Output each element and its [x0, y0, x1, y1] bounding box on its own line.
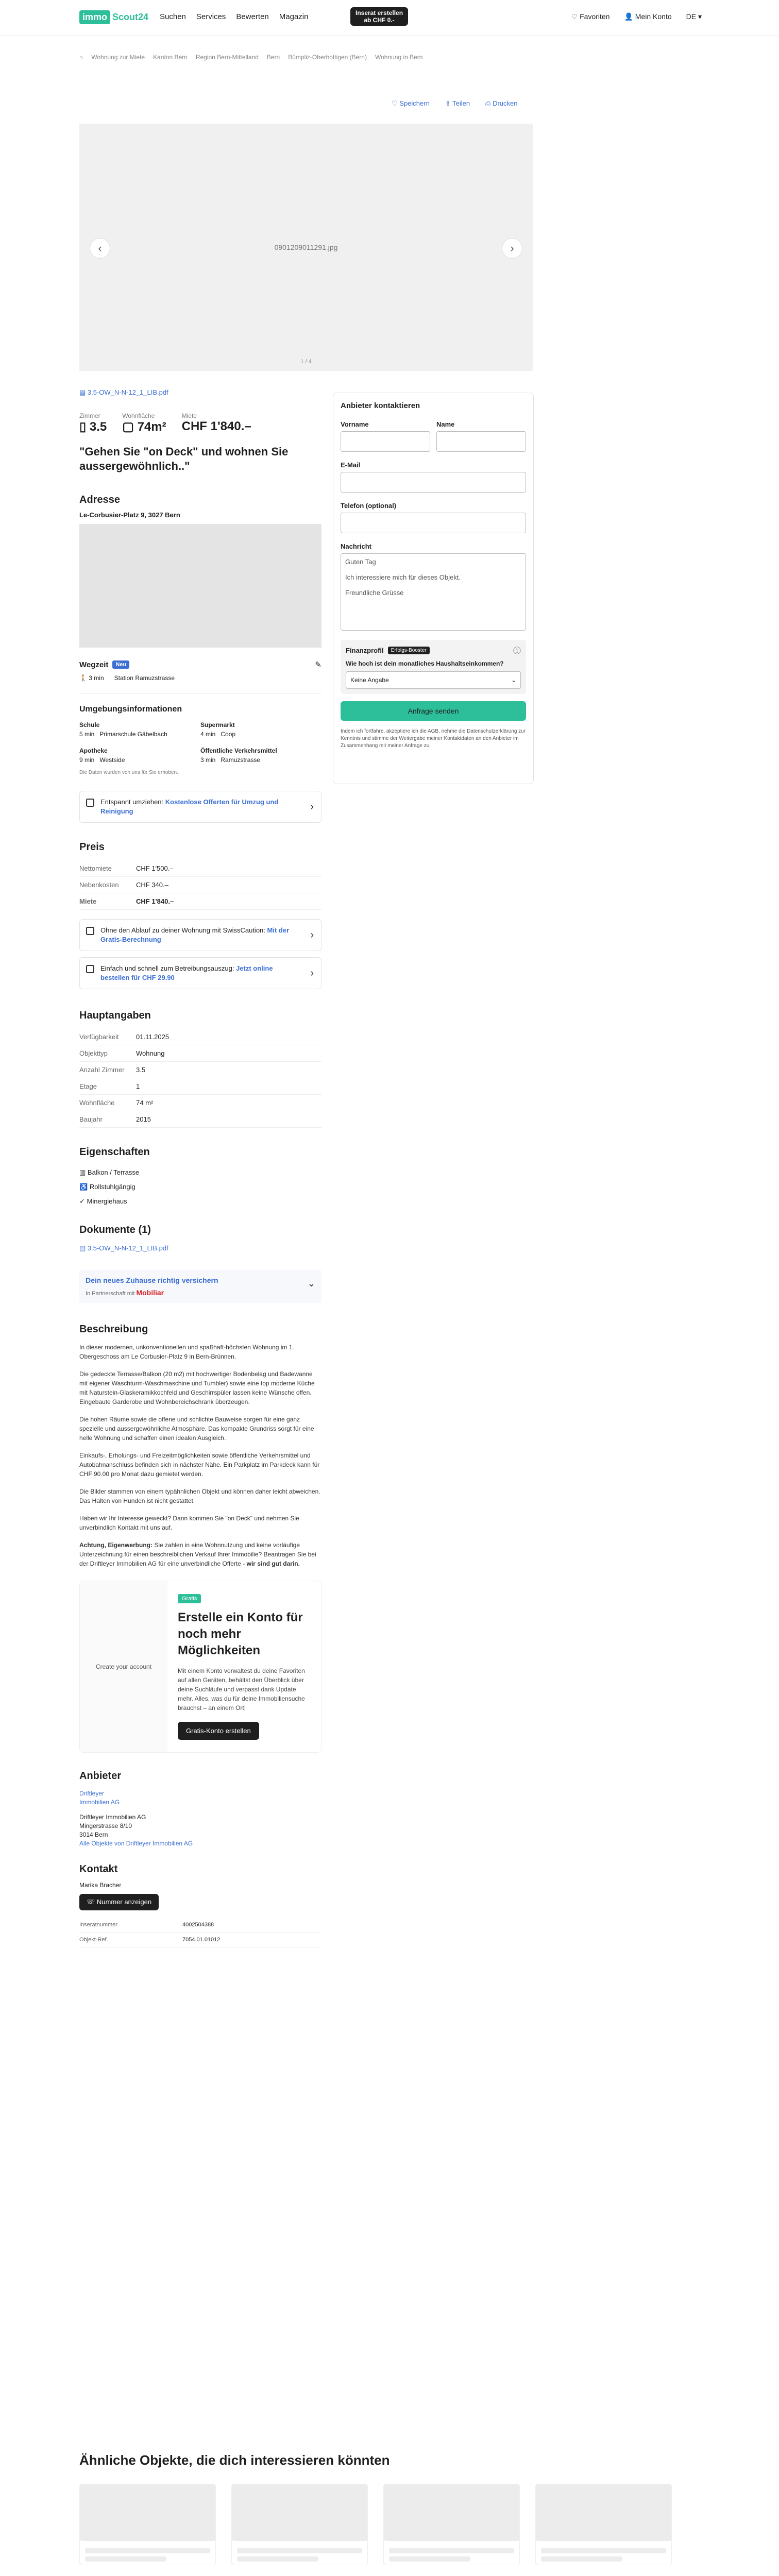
create-listing-button[interactable]: Inserat erstellen ab CHF 0.- [350, 7, 408, 26]
commute-row: 🚶 3 min Station Ramuzstrasse [79, 674, 175, 682]
contact-title: Kontakt [79, 1863, 118, 1875]
list-item: ▥ Balkon / Terrasse [79, 1168, 140, 1176]
balcony-icon: ▥ [79, 1168, 88, 1176]
insurance-box[interactable]: Dein neues Zuhause richtig versichern In Partnerschaft mit Mobiliar ⌄ [79, 1270, 321, 1303]
chevron-down-icon: ⌄ [511, 676, 516, 684]
main-info-table: Verfügbarkeit 01.11.2025 Objekttyp Wohnung Anzahl Zimmer 3.5 Etage 1 Wohnfläche 74 m² Baujahr 2015 [79, 1029, 321, 1128]
main-nav [160, 12, 308, 21]
chevron-right-icon: › [510, 242, 514, 255]
provider-info: Driftleyer Immobilien AG Driftleyer Immobilien AG Mingerstrasse 8/10 3014 Bern Alle Objekte von Driftleyer Immobilien AG [79, 1789, 321, 1848]
document-link[interactable]: ▤ 3.5-OW_N-N-12_1_LIB.pdf [79, 1244, 168, 1252]
breadcrumb-current: Wohnung in Bern [375, 54, 423, 61]
address-title: Adresse [79, 494, 120, 505]
features-title: Eigenschaften [79, 1146, 150, 1158]
printer-icon: ⎙ [485, 99, 493, 107]
breadcrumb [79, 54, 422, 61]
chevron-right-icon: › [310, 929, 314, 941]
truck-icon [86, 799, 94, 807]
image-counter: 1 / 4 [300, 359, 312, 365]
area-icon: ▢ [122, 420, 138, 434]
shield-icon [86, 927, 94, 935]
phone-field[interactable] [341, 513, 526, 533]
similar-title: Ähnliche Objekte, die dich interessieren könnten [79, 2452, 390, 2468]
user-menu [571, 12, 702, 21]
account-link[interactable]: 👤 Mein Konto [624, 12, 672, 21]
provider-name[interactable]: Driftleyer Immobilien AG [79, 1790, 120, 1806]
image-filename: 0901209011291.jpg [274, 243, 338, 251]
chevron-left-icon: ‹ [98, 242, 102, 255]
price-title: Preis [79, 841, 105, 853]
breadcrumb-item[interactable]: Wohnung zur Miete [91, 54, 145, 61]
wheelchair-icon: ♿ [79, 1183, 90, 1191]
surroundings-grid: Schule 5 min Primarschule Gäbelbach Supermarkt 4 min Coop Apotheke 9 min Westside Öffentliche Verkehrsmittel 3 min Ramuzstrasse [79, 721, 277, 764]
listing-headline: "Gehen Sie "on Deck" und wohnen Sie aussergewöhnlich.." [79, 445, 289, 472]
image-gallery[interactable] [79, 124, 533, 371]
share-icon: ⇪ [445, 99, 453, 107]
door-icon: ▯ [79, 420, 90, 434]
home-icon[interactable]: ⌂ [79, 54, 83, 61]
list-item: ♿ Rollstuhlgängig [79, 1183, 136, 1191]
new-badge: Neu [112, 660, 129, 669]
free-badge: Gratis [178, 1594, 201, 1603]
chevron-right-icon: › [310, 801, 314, 812]
income-select[interactable]: Keine Angabe ⌄ [346, 671, 521, 689]
account-promo: Create your account Gratis Erstelle ein Konto für noch mehr Möglichkeiten Mit einem Konto verwaltest du deine Favoriten auf allen Geräten, behältst den Überblick über deine Suchläufe und verpasst dank Update mehr. Alles, was du für deine Immobiliensuche brauchst – an einem Ort! Gratis-Konto erstellen [79, 1581, 321, 1753]
heart-icon: ♡ [392, 99, 400, 107]
leaf-icon: ✓ [79, 1197, 87, 1205]
description-text: In dieser modernen, unkonventionellen und spaßhaft-höchsten Wohnung im 1. Obergeschoss am Le Corbusier-Platz 9 in Bern-Brünnen. Die gedeckte Terrasse/Balkon (20 m2) mit hochwertiger Bodenbelag und Badewanne mit eigener Waschturm-Waschmaschine und Tumbler) sowie eine top moderne Küche mit Naturstein-Glaskeramikkochfeld und Geschirrspüler lassen keine Wünsche offen. Eingebaute Garderobe und Wohnbereichschrank überzeugen. Die hohen Räume sowie die offene und schlichte Bauweise sorgen für eine ganz spezielle und aussergewöhnliche Atmosphäre. Das kompakte Grundriss sorgt für eine helle Wohnung und schaffen einen idealen Ausgleich. Einkaufs-, Erholungs- und Freizeitmöglichkeiten sowie öffentliche Verkehrsmittel und Autobahnanschluss befinden sich in nächster Nähe. Ein Parkplatz im Parkdeck kann für CHF 90.00 pro Monat dazu gemietet werden. Die Bilder stammen von einem typähnlichen Objekt und können daher leicht abweichen. Das Halten von Hunden ist nicht gestattet. Haben wir Ihr Interesse geweckt? Dann kommen Sie "on Deck" und nehmen Sie unverbindlich Kontakt mit uns auf. Achtung, Eigenwerbung: Sie zahlen in eine Wohnnutzung und keine vorläufige Unterzeichnung für einen beschreiblichen Verkauf Ihrer Immobilie? Beantragen Sie bei der Driftleyer Immobilien AG für eine unverbindliche Offerte - wir sind gut darin. [79, 1344, 320, 1567]
info-icon[interactable]: ⓘ [513, 647, 521, 655]
finance-profile: Finanzprofil Erfolgs-Booster ⓘ Wie hoch ist dein monatliches Haushaltseinkommen? Keine Angabe ⌄ [341, 640, 526, 694]
gallery-prev-button[interactable] [90, 238, 110, 259]
first-name-input[interactable] [341, 431, 430, 452]
map-placeholder[interactable] [79, 524, 321, 648]
phone-icon: ☏ [87, 1898, 97, 1906]
email-field[interactable] [341, 472, 526, 493]
language-select[interactable]: DE ▾ [686, 12, 702, 21]
listing-actions [392, 99, 518, 108]
similar-card[interactable] [383, 2484, 520, 2565]
document-icon: ▤ [79, 388, 88, 396]
show-number-button[interactable]: ☏ Nummer anzeigen [79, 1894, 159, 1910]
nav-services[interactable]: Services [196, 12, 226, 21]
share-button[interactable]: ⇪ Teilen [445, 99, 470, 107]
print-button[interactable]: ⎙ Drucken [485, 99, 518, 107]
message-textarea[interactable]: Guten Tag Ich interessiere mich für dieses Objekt. Freundliche Grüsse [341, 553, 526, 631]
main-info-title: Hauptangaben [79, 1010, 151, 1021]
breadcrumb-item[interactable]: Bümpliz-Oberbottigen (Bern) [288, 54, 367, 61]
chevron-right-icon: › [310, 968, 314, 979]
pdf-link[interactable]: ▤ 3.5-OW_N-N-12_1_LIB.pdf [79, 388, 168, 396]
provider-all-listings-link[interactable]: Alle Objekte von Driftleyer Immobilien AG [79, 1840, 193, 1847]
documents-title: Dokumente (1) [79, 1224, 151, 1235]
mobiliar-logo: Mobiliar [136, 1289, 164, 1297]
contact-table: Inseratnummer 4002504388 Objekt-Ref. 7054.01.01012 [79, 1918, 321, 1947]
similar-card[interactable] [79, 2484, 216, 2565]
gallery-next-button[interactable] [502, 238, 522, 259]
swisscaution-box[interactable]: Ohne den Ablauf zu deiner Wohnung mit SwissCaution: Mit der Gratis-Berechnung › [79, 919, 321, 951]
similar-cards [79, 2484, 698, 2565]
nav-search[interactable]: Suchen [160, 12, 186, 21]
nav-evaluate[interactable]: Bewerten [236, 12, 269, 21]
logo[interactable]: immo Scout24 [79, 10, 148, 24]
chevron-down-icon: ⌄ [307, 1278, 315, 1289]
create-account-button[interactable]: Gratis-Konto erstellen [178, 1722, 259, 1740]
document-icon: ▤ [79, 1244, 88, 1252]
heart-icon: ♡ [571, 12, 580, 21]
walk-icon: 🚶 3 min [79, 674, 104, 682]
price-table: Nettomiete CHF 1'500.– Nebenkosten CHF 340.– Miete CHF 1'840.– [79, 860, 321, 910]
breadcrumb-item[interactable]: Region Bern-Mittelland [195, 54, 259, 61]
moving-offer-box[interactable]: Entspannt umziehen: Kostenlose Offerten für Umzug und Reinigung › [79, 791, 321, 823]
save-button[interactable]: ♡ Speichern [392, 99, 430, 107]
nav-magazine[interactable]: Magazin [279, 12, 309, 21]
edit-icon[interactable]: ✎ [315, 660, 321, 669]
last-name-input[interactable] [436, 431, 526, 452]
breadcrumb-item[interactable]: Bern [266, 54, 280, 61]
document-icon [86, 965, 94, 973]
contact-form: Anbieter kontaktieren Vorname Name E-Mail Telefon (optional) Nachricht Guten Tag Ich interessiere mich für dieses Objekt. Freundliche Grüsse Finanzprofil Erfolgs-Booster ⓘ Wie hoch ist dein monatliches Haushaltseinkommen? Keine Angabe ⌄ Anfrage senden Indem ich fortfahre, akzeptiere ich die AGB, nehme die Datenschutzerklärung zur Kenntnis und stimme der Weitergabe meiner Kontaktdaten an den Anbieter im Zusammenhang mit meiner Anfrage zu. [333, 393, 534, 784]
surroundings-title: Umgebungsinformationen [79, 705, 182, 714]
similar-card[interactable] [231, 2484, 368, 2565]
provider-title: Anbieter [79, 1770, 122, 1782]
similar-card[interactable] [535, 2484, 672, 2565]
user-icon: 👤 [624, 12, 635, 21]
breadcrumb-item[interactable]: Kanton Bern [153, 54, 188, 61]
features-list [79, 1165, 321, 1209]
top-bar [0, 0, 779, 36]
description-title: Beschreibung [79, 1324, 148, 1335]
list-item: ✓ Minergiehaus [79, 1197, 127, 1205]
favorites-link[interactable]: ♡ Favoriten [571, 12, 610, 21]
key-facts: Zimmer ▯ 3.5 Wohnfläche ▢ 74m² Miete CHF 1'840.– [79, 412, 251, 434]
submit-inquiry-button[interactable]: Anfrage senden [341, 701, 526, 721]
address-line: Le-Corbusier-Platz 9, 3027 Bern [79, 511, 180, 519]
similar-section [79, 2452, 698, 2565]
debt-record-box[interactable]: Einfach und schnell zum Betreibungsauszug: Jetzt online bestellen für CHF 29.90 › [79, 957, 321, 989]
main-content: ▤ 3.5-OW_N-N-12_1_LIB.pdf Zimmer ▯ 3.5 Wohnfläche ▢ 74m² Miete CHF 1'840.– "Gehen Sie "on Deck" und wohnen Sie aussergewöhnlich.." Adresse Le-Corbusier-Platz 9, 3027 Bern Wegzeit Neu ✎ 🚶 3 min Station Ramuzstrasse Umgebungsinformationen Schule 5 min Primarschule Gäbelbach Supermarkt 4 min Coop Apotheke 9 min Westside Öffentliche Verkehrsmittel 3 min Ramuzstrasse Die Daten wurden von uns für Sie erhoben. Entspannt umziehen: Kostenlose Offerten für Umzug und Reinigung › Preis Nettomiete CHF 1'500.– Nebenkosten CHF 340.– Miete CHF 1'840.– Ohne den Ablauf zu deiner Wohnung mit SwissCaution: Mit der Gratis-Berechnung › Einfach und schnell zum Betreibungsauszug: Jetzt online bestellen für CHF 29.90 › Hauptangaben Verfügbarkeit 01.11.2025 Objekttyp Wohnung Anzahl Zimmer 3.5 Etage 1 Wohnfläche 74 m² Baujahr 2015 Eigenschaften ▥ Balkon / Terrasse ♿ Rollstuhlgängig ✓ Minergiehaus Dokumente (1) ▤ 3.5-OW_N-N-12_1_LIB.pdf Dein neues Zuhause richtig versichern In Partnerschaft mit Mobiliar ⌄ Beschreibung In dieser modernen, unkonventionellen und spaßhaft-höchsten Wohnung im 1. Obergeschoss am Le Corbusier-Platz 9 in Bern-Brünnen. Die gedeckte Terrasse/Balkon (20 m2) mit hochwertiger Bodenbelag und Badewanne mit eigener Waschturm-Waschmaschine und Tumbler) sowie eine top moderne Küche mit Naturstein-Glaskeramikkochfeld und Geschirrspüler lassen keine Wünsche offen. Eingebaute Garderobe und Wohnbereichschrank überzeugen. Die hohen Räume sowie die offene und schlichte Bauweise sorgen für eine ganz spezielle und aussergewöhnliche Atmosphäre. Das kompakte Grundriss sorgt für eine helle Wohnung und schaffen einen idealen Ausgleich. Einkaufs-, Erholungs- und Freizeitmöglichkeiten sowie öffentliche Verkehrsmittel und Autobahnanschluss befinden sich in nächster Nähe. Ein Parkplatz im Parkdeck kann für CHF 90.00 pro Monat dazu gemietet werden. Die Bilder stammen von einem typähnlichen Objekt und können daher leicht abweichen. Das Halten von Hunden ist nicht gestattet. Haben wir Ihr Interesse geweckt? Dann kommen Sie "on Deck" und nehmen Sie unverbindlich Kontakt mit uns auf. Achtung, Eigenwerbung: Sie zahlen in eine Wohnnutzung und keine vorläufige Unterzeichnung für einen beschreiblichen Verkauf Ihrer Immobilie? Beantragen Sie bei der Driftleyer Immobilien AG für eine unverbindliche Offerte - wir sind gut darin. Create your account Gratis Erstelle ein Konto für noch mehr Möglichkeiten Mit einem Konto verwaltest du deine Favoriten auf allen Geräten, behältst den Überblick über deine Suchläufe und verpasst dank Update mehr. Alles, was du für deine Immobiliensuche brauchst – an einem Ort! Gratis-Konto erstellen Anbieter Driftleyer Immobilien AG Driftleyer Immobilien AG Mingerstrasse 8/10 3014 Bern Alle Objekte von Driftleyer Immobilien AG Kontakt Marika Bracher ☏ Nummer anzeigen Inseratnummer 4002504388 Objekt-Ref. 7054.01.01012 [79, 388, 321, 1947]
commute-header: Wegzeit Neu ✎ [79, 660, 321, 669]
